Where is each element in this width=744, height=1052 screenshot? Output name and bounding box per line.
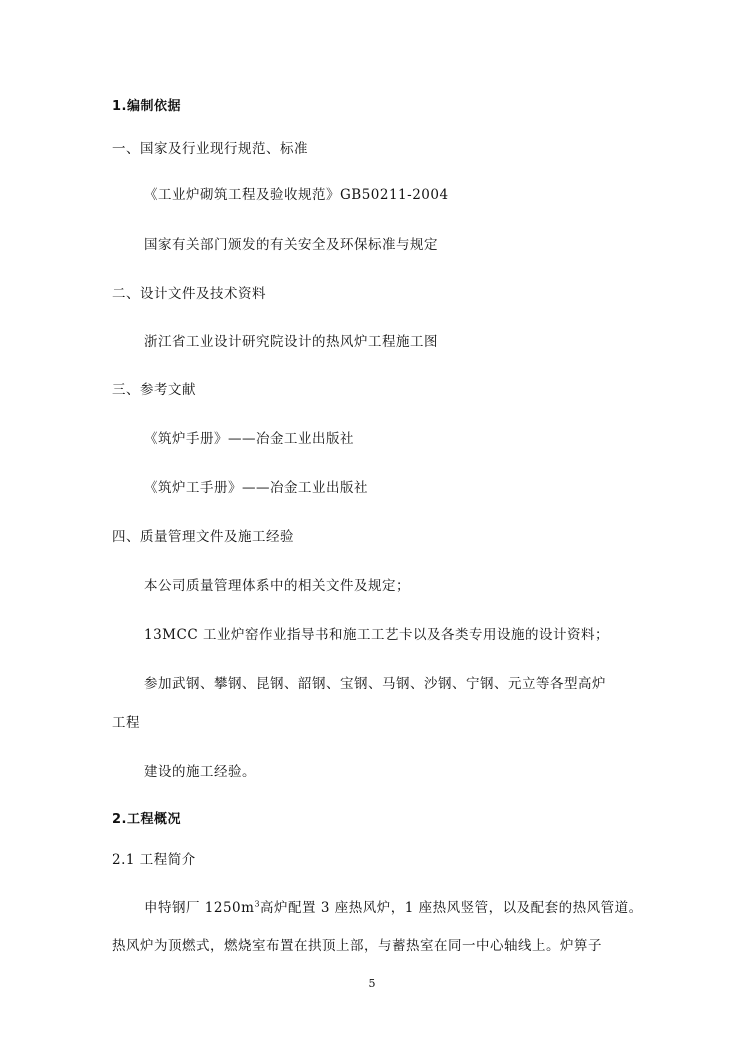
list-item: 本公司质量管理体系中的相关文件及规定；: [144, 578, 410, 594]
list-item: 13MCC 工业炉窑作业指导书和施工工艺卡以及各类专用设施的设计资料；: [144, 627, 609, 643]
list-item: 浙江省工业设计研究院设计的热风炉工程施工图: [144, 334, 438, 350]
section-title-design-docs: 二、设计文件及技术资料: [112, 286, 266, 302]
heading-project-overview: 2.工程概况: [112, 812, 181, 827]
list-item: 《工业炉砌筑工程及验收规范》GB50211-2004: [144, 187, 449, 203]
subheading-project-intro: 2.1 工程简介: [112, 852, 196, 868]
paragraph-text: 高炉配置 3 座热风炉，1 座热风竖管，以及配套的热风管道。: [260, 900, 643, 916]
superscript: 3: [254, 899, 261, 909]
list-item: 国家有关部门颁发的有关安全及环保标准与规定: [144, 237, 438, 253]
list-item: 《筑炉工手册》——冶金工业出版社: [144, 480, 368, 496]
heading-compilation-basis: 1.编制依据: [112, 99, 181, 114]
list-item: 《筑炉手册》——冶金工业出版社: [144, 431, 354, 447]
paragraph-line: [144, 899, 643, 917]
section-title-standards: 一、国家及行业现行规范、标准: [112, 141, 308, 157]
paragraph-line: 热风炉为顶燃式，燃烧室布置在拱顶上部，与蓄热室在同一中心轴线上。炉箅子: [112, 938, 602, 954]
list-item-continuation: 工程: [112, 715, 140, 731]
list-item: 参加武钢、攀钢、昆钢、韶钢、宝钢、马钢、沙钢、宁钢、元立等各型高炉: [144, 676, 606, 692]
page-number: 5: [368, 977, 376, 990]
section-title-references: 三、参考文献: [112, 382, 196, 398]
section-title-quality-docs: 四、质量管理文件及施工经验: [112, 529, 294, 545]
paragraph-text: 申特钢厂 1250m: [144, 900, 255, 916]
list-item: 建设的施工经验。: [144, 764, 256, 780]
